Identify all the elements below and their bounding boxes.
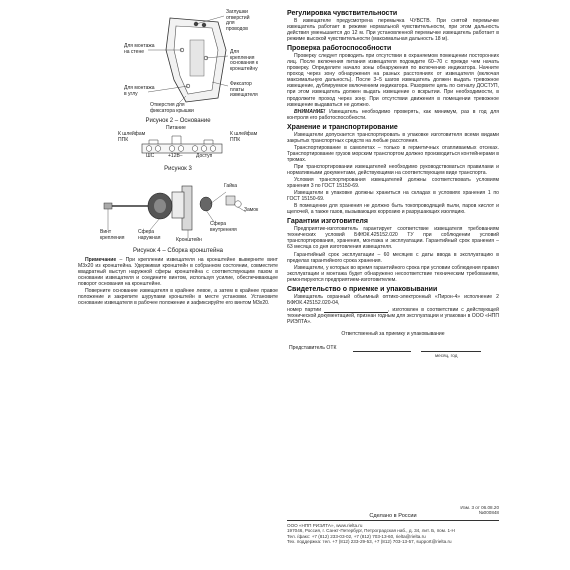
note-body: – При креплении извещателя на кронштейне выверните винт М3х20 из кронштейна. Удерживая кронштейн в собранном состоянии, совместите квадратный выступ наружной сферы кронштейна с соответствующим пазом в основании извещателя и соедините винтом, используя усилие, обеспечивающее поворот основания на кронштейне. [78, 257, 278, 288]
label-outer-sphere: Сфера наружная [138, 229, 161, 241]
terminal-power-label: +12В− [168, 153, 183, 159]
label-power: Питание [166, 125, 186, 131]
storage-p1: Извещатели допускается транспортировать в упаковке изготовителя всеми видами закрытых транспортных средств на любые расстояния. [287, 131, 499, 144]
label-nut: Гайка [224, 183, 238, 189]
figure-2-caption: Рисунок 2 – Основание [145, 118, 211, 124]
label-corner-mount: Для монтажа в углу [124, 85, 155, 97]
warranty-p2: Гарантийный срок эксплуатации – 60 месяцев с даты ввода в эксплуатацию в пределах гарантийного срока хранения. [287, 251, 499, 264]
label-lock: Замок [244, 207, 259, 213]
attention-body: Извещатель необходимо проверять, как минимум, раз в год для контроля его работоспособности. [287, 108, 499, 121]
note-label: Примечание [85, 257, 117, 263]
section-cert-title: Свидетельство о приемке и упаковывании [287, 285, 438, 293]
company-phones: Тел. /факс: +7 (812) 233-03-02, +7 (812) 703-13-60, rielta@rielta.ru [287, 533, 426, 539]
left-column [78, 10, 278, 307]
terminal-block-drawing [78, 126, 278, 166]
otk-signature-row [287, 345, 499, 365]
month-year-caption: месяц, год [435, 353, 458, 359]
storage-p2: Транспортирование в самолетах – только в герметичных отапливаемых отсеках. Транспортирование грузов морским транспортом должно производиться контейнерами в трюмах. [287, 144, 499, 163]
section-storage-title: Хранение и транспортирование [287, 123, 398, 131]
figure-3-terminals [78, 126, 278, 166]
label-bracket: Кронштейн [176, 237, 202, 243]
right-column [287, 10, 499, 365]
label-inner-sphere: Сфера внутренняя [210, 221, 237, 233]
responsible-heading: Ответственный за приемку и упаковывание [341, 330, 445, 337]
warranty-p3: Извещатели, у которых во время гарантийного срока при условии соблюдения правил эксплуатации и монтажа будет обнаружено несоответствие техническим требованиям, ремонтируются предприятием-изготовителем. [287, 264, 499, 283]
label-loop-left: К шлейфам ППК [118, 131, 146, 143]
made-in: Сделано в России [369, 513, 417, 519]
mounting-note [78, 257, 278, 287]
cert-serial-line [287, 307, 499, 325]
otk-date-blank [421, 345, 481, 352]
cert-p1: Извещатель охранный объемный оптико-электронный «Пирон-4» исполнение 2 БФЮК.425152.020-04, [287, 293, 499, 306]
section-warranty-title: Гарантии изготовителя [287, 218, 368, 226]
company-address: 197046, Россия, г. Санкт-Петербург, Петроградская наб., д. 34, лит. Б, пом. 1-Н [287, 528, 455, 534]
label-fixing-holes: Отверстия для фиксатора крышки [150, 102, 194, 114]
serial-label: номер партии [287, 306, 322, 313]
edition-label: Изм. 3 от 06.08.20 [460, 505, 499, 510]
figure-3-caption: Рисунок 3 [164, 166, 192, 172]
otk-label: Представитель ОТК [289, 345, 337, 352]
cert-made-text: , изготовлен в соответствии с действующей технической документацией, признан годным для эксплуатации и упакован в ООО «НПП РИЭЛТА». [287, 306, 499, 325]
section-check-title: Проверка работоспособности [287, 45, 392, 53]
otk-signature-blank [353, 345, 411, 352]
label-board-clamp: Фиксатор платы извещателя [230, 81, 258, 99]
label-wall-mount: Для монтажа на стене [124, 43, 155, 55]
doc-number: №000848 [478, 510, 499, 516]
storage-p4: Условия транспортирования извещателей должны соответствовать условиям хранения 3 по ГОСТ 15150-69. [287, 177, 499, 190]
attention-note [287, 109, 499, 121]
warranty-p1: Предприятие-изготовитель гарантирует соответствие извещателя требованиям технических условий БФЮК.425152.020 ТУ при соблюдении условий транспортирования, хранения, монтажа и эксплуатации. Гарантийный срок хранения – 63 месяца со дня изготовления извещателя. [287, 226, 499, 251]
figure-4-caption: Рисунок 4 – Сборка кронштейна [133, 248, 223, 254]
storage-p3: При транспортировании извещателей необходимо руководствоваться правилами и нормативными документами, действующими на соответствующем виде транспорта. [287, 163, 499, 176]
section-sensitivity-body: В извещателе предусмотрена перемычка ЧУВСТВ. При снятой перемычке извещатель работает в режиме нормальной чувствительности, при этом дальность действия уменьшается до 12 м. При установленной перемычке извещатель работает в режиме высокой чувствительности (максимальная дальность 18 м). [287, 18, 499, 43]
figure-4-bracket [78, 174, 278, 248]
terminal-access-label: Доступ [196, 153, 213, 159]
storage-p5: Извещатели в упаковке должны храниться на складах в условиях хранения 1 по ГОСТ 15150-69. [287, 190, 499, 203]
label-bracket-mount: Для крепления основания к кронштейну [230, 49, 259, 72]
figure-2-base [78, 10, 278, 118]
storage-p6: В помещении для хранения не должно быть токопроводящей пыли, паров кислот и щелочей, а также газов, вызывающих коррозию и разрушающих изоляцию. [287, 203, 499, 216]
footer-contacts [287, 523, 499, 545]
company-name: ООО «НПП РИЭЛТА», www.rielta.ru [287, 523, 363, 528]
label-screw: Винт крепления [100, 229, 125, 241]
label-loop-right: К шлейфам ППК [230, 131, 258, 143]
footer-divider [287, 520, 499, 521]
terminal-loop-label: ШС [146, 153, 155, 159]
attention-label: ВНИМАНИЕ! [294, 108, 326, 115]
section-sensitivity-title: Регулировка чувствительности [287, 10, 398, 17]
label-plugs: Заглушки отверстий для проводов [226, 9, 250, 32]
company-support: Тех. поддержка: тел. +7 (812) 233-29-53, +7 (812) 703-13-57, support@rielta.ru [287, 539, 452, 545]
mounting-paragraph: Поверните основание извещателя в крайнее левое, а затем в крайнее правое положение и закрепите шурупами кронштейн в месте установки. Установите основание извещателя в рабочее положение и зафиксируйте его винтом М3х20. [78, 288, 278, 307]
section-check-body: Проверку следует проводить при отсутствии в охраняемом помещении посторонних лиц. После включения питания извещателя подождите 60–70 с прежде чем начать проверку. Определите начало зоны обнаружения по включению индикатора. Начните проход через зону обнаружения на разных расстояниях от извещателя (включая максимальную дальность). После 3–5 шагов извещатель должен выдать тревожное извещение, дублируемое включением индикатора. Разорвите цепь по сигналу ДОСТУП, при этом извещатель должен выдать извещение о вскрытии. При необходимости, в продолжите проход через зону. При отсутствии движения в помещении тревожное извещение выдаваться не должно. [287, 53, 499, 108]
